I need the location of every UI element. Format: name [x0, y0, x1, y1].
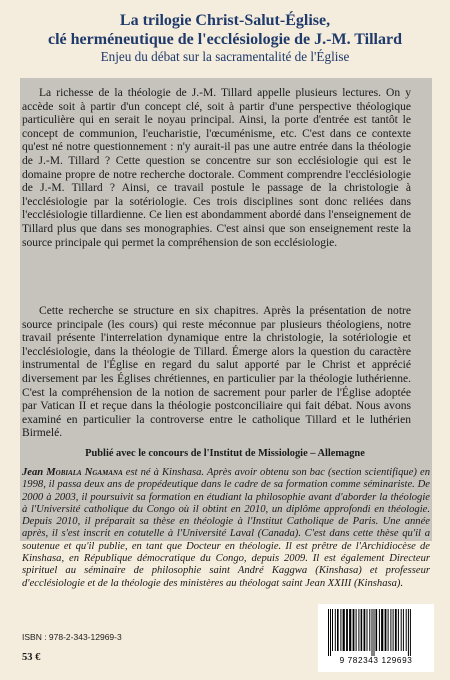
author-last-name: Mobiala Ngamana: [46, 467, 123, 478]
summary-paragraph-1: La richesse de la théologie de J.-M. Tillard appelle plusieurs lectures. On y accède soit à partir d'un concept clé, soit à partir d'une perspective théologique particulière qui en serait le noyau principal. Ainsi, la porte d'entrée est tantôt le concept de communion, l'eucharistie, l'œcuménisme, etc. C'est dans ce contexte qu'est né notre questionnement : n'y aurait-il pas une autre entrée dans la théologie de J.-M. Tillard ? Cette question se concentre sur son ecclésiologie qui est le domaine propre de notre recherche doctorale. Comment comprendre l'ecclésiologie de J.-M. Tillard ? Ainsi, ce travail postule le passage de la christologie à l'ecclésiologie par la sotériologie. Ces trois disciplines sont donc reliées dans l'ecclésiologie tillardienne. Ce lien est abondamment abordé dans l'enseignement de Tillard plus que dans ses monographies. C'est ainsi que son enseignement reste la source principale qui permet la compréhension de son ecclésiologie.: [22, 87, 411, 249]
author-bio-text: est né à Kinshasa. Après avoir obtenu son bac (section scientifique) en 1998, il passa deux ans de propédeutique dans le cadre de sa formation comme séminariste. De 2000 à 2003, il poursuivit sa formation en étudiant la philosophie avant d'aborder la théologie à l'Université catholique du Congo où il obtint en 2010, un diplôme approfondi en théologie. Depuis 2010, il préparait sa thèse en théologie à l'Institut Catholique de Paris. Une année après, il s'est inscrit en cotutelle à l'Université Laval (Canada). C'est dans cette thèse qu'il a soutenue et qu'il publie, en tant que Docteur en théologie. Il est prêtre de l'Archidiocèse de Kinshasa, en République démocratique du Congo, depuis 2009. Il est également Directeur spirituel au séminaire de philosophie saint André Kaggwa (Kinshasa) et professeur d'ecclésiologie et de la théologie des ministères au théologat saint Jean XXIII (Kinshasa).: [22, 467, 430, 589]
book-title: [20, 11, 430, 49]
barcode-number: 9 782343 129693: [339, 656, 413, 665]
price: 53 €: [22, 652, 41, 663]
author-name: [22, 467, 123, 478]
title-line-1: La trilogie Christ-Salut-Église,: [119, 12, 331, 29]
author-first-name: Jean: [22, 467, 47, 478]
book-subtitle: Enjeu du débat sur la sacramentalité de l'Église: [100, 49, 350, 64]
title-line-2: clé herméneutique de l'ecclésiologie de J.-M. Tillard: [47, 31, 402, 48]
author-biography: [22, 467, 430, 590]
publication-credit: Publié avec le concours de l'Institut de Missiologie – Allemagne: [85, 448, 365, 459]
isbn: ISBN : 978-2-343-12969-3: [22, 632, 122, 642]
summary-paragraph-2: Cette recherche se structure en six chapitres. Après la présentation de notre source principale (les cours) qui reste méconnue par plusieurs théologiens, notre travail présente l'interrelation dynamique entre la christologie, la sotériologie et l'ecclésiologie, dans la théologie de Tillard. Émerge alors la question du caractère instrumental de l'Église en regard du salut apporté par le Christ et apprécié diversement par les Églises chrétiennes, en particulier par la théologie luthérienne. C'est la compréhension de la notion de sacrement pour parler de l'Église adoptée par Vatican II et reçue dans la théologie postconciliaire qui fait débat. Nous avons examiné en particulier la controverse entre le catholique Tillard et le luthérien Birmelé.: [22, 305, 411, 440]
